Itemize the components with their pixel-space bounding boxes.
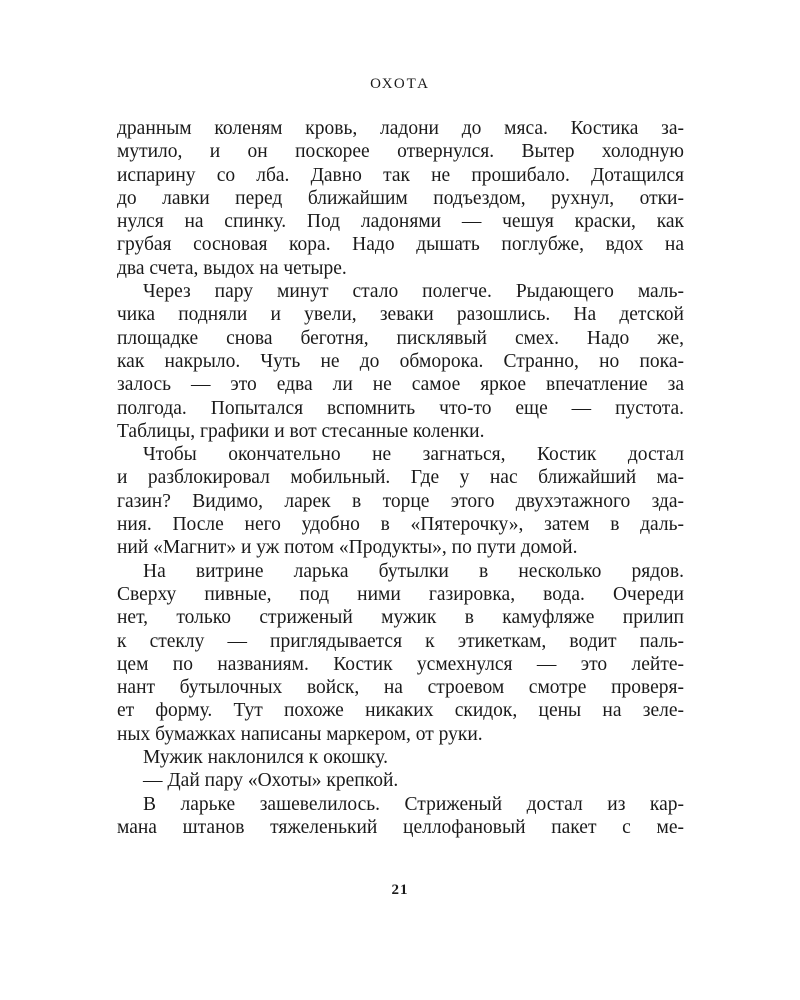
body-text (117, 117, 684, 839)
text-line: мана штанов тяжеленький целлофановый пакет с ме- (117, 816, 684, 838)
paragraph-first-line: В ларьке зашевелилось. Стриженый достал из кар- (143, 793, 684, 815)
text-line: ния. После него удобно в «Пятерочку», затем в даль- (117, 514, 684, 536)
text-line: чика подняли и увели, зеваки разошлись. На детской (117, 304, 684, 326)
paragraph-first-line: Через пару минут стало полегче. Рыдающего маль- (143, 281, 684, 303)
text-line: площадке снова беготня, писклявый смех. Надо же, (117, 327, 684, 349)
text-line: нулся на спинку. Под ладонями — чешуя краски, как (117, 211, 684, 233)
text-line: ний «Магнит» и уж потом «Продукты», по пути домой. (117, 537, 578, 559)
text-line: ных бумажках написаны маркером, от руки. (117, 723, 483, 745)
text-line: ет форму. Тут похоже никаких скидок, цены на зеле- (117, 700, 684, 722)
text-line: испарину со лба. Давно так не прошибало. Дотащился (117, 164, 684, 186)
text-line: Сверху пивные, под ними газировка, вода. Очереди (117, 583, 684, 605)
text-line: дранным коленям кровь, ладони до мяса. Костика за- (117, 118, 684, 139)
text-line: как накрыло. Чуть не до обморока. Странно, но пока- (117, 350, 684, 372)
text-line: полгода. Попытался вспомнить что-то еще — пустота. (117, 397, 684, 419)
dialogue-line: — Дай пару «Охоты» крепкой. (143, 770, 399, 792)
text-line: до лавки перед ближайшим подъездом, рухнул, отки- (117, 187, 684, 209)
text-line: газин? Видимо, ларек в торце этого двухэтажного зда- (117, 490, 684, 512)
running-head: ОХОТА (370, 76, 430, 92)
paragraph-first-line: На витрине ларька бутылки в несколько рядов. (143, 560, 684, 582)
text-line: мутило, и он поскорее отвернулся. Вытер холодную (117, 141, 684, 163)
text-line: залось — это едва ли не самое яркое впечатление за (117, 374, 684, 396)
text-line: грубая сосновая кора. Надо дышать поглубже, вдох на (117, 234, 684, 256)
text-line: цем по названиям. Костик усмехнулся — это лейте- (117, 653, 684, 675)
text-line: к стеклу — приглядывается к этикеткам, водит паль- (117, 630, 684, 652)
text-line: два счета, выдох на четыре. (117, 257, 347, 279)
text-line: Таблицы, графики и вот стесанные коленки. (117, 420, 485, 442)
text-line: и разблокировал мобильный. Где у нас ближайший ма- (117, 467, 684, 489)
text-line: нет, только стриженый мужик в камуфляже прилип (117, 607, 684, 629)
page-number: 21 (391, 882, 409, 898)
paragraph-first-line: Чтобы окончательно не загнаться, Костик достал (143, 444, 684, 466)
text-line: нант бутылочных войск, на строевом смотре проверя- (117, 677, 684, 699)
paragraph-first-line: Мужик наклонился к окошку. (143, 747, 388, 769)
